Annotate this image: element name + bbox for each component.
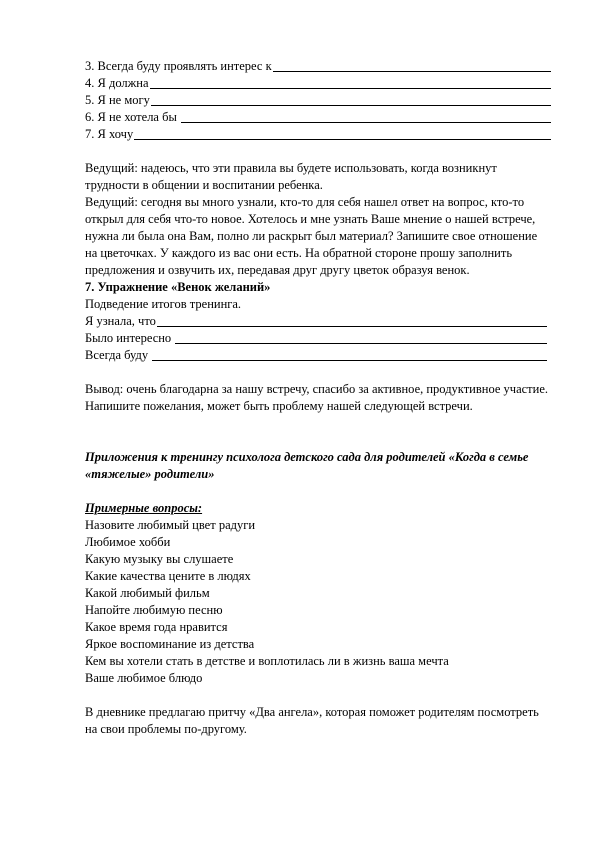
fill-line: [85, 330, 547, 347]
closing-paragraph: В дневнике предлагаю притчу «Два ангела», которая поможет родителям посмотреть на свои проблемы по-другому.: [85, 705, 539, 736]
fill-line-label: 4. Я должна: [85, 76, 149, 90]
question-item: Какой любимый фильм: [85, 586, 210, 600]
blank-line: [151, 105, 551, 106]
fill-line: [85, 58, 551, 75]
host-paragraph-1: Ведущий: надеюсь, что эти правила вы будете использовать, когда возникнут трудности в общении и воспитании ребенка.: [85, 161, 497, 192]
conclusion-paragraph: Вывод: очень благодарна за нашу встречу, спасибо за активное, продуктивное участие. Напишите пожелания, может быть проблему нашей следующей встречи.: [85, 382, 548, 413]
fill-line: [85, 313, 547, 330]
question-item: Кем вы хотели стать в детстве и воплотилась ли в жизнь ваша мечта: [85, 654, 449, 668]
question-item: Какие качества цените в людях: [85, 569, 251, 583]
blank-line: [150, 88, 551, 89]
question-item: Любимое хобби: [85, 535, 171, 549]
fill-line-label: Я узнала, что: [85, 314, 156, 328]
fill-line-label: Всегда буду: [85, 348, 152, 362]
fill-line: [85, 109, 551, 126]
fill-line-label: 3. Всегда буду проявлять интерес к: [85, 59, 272, 73]
question-item: Яркое воспоминание из детства: [85, 637, 255, 651]
question-item: Какое время года нравится: [85, 620, 228, 634]
fill-line-label: 6. Я не хотела бы: [85, 110, 180, 124]
blank-line: [181, 122, 551, 123]
exercise-title: 7. Упражнение «Венок желаний»: [85, 280, 271, 294]
fill-line: [85, 126, 551, 143]
blank-line: [152, 360, 547, 361]
summary-line: Подведение итогов тренинга.: [85, 297, 242, 311]
blank-line: [134, 139, 551, 140]
question-item: Какую музыку вы слушаете: [85, 552, 234, 566]
question-item: Ваше любимое блюдо: [85, 671, 203, 685]
document-body: [85, 58, 551, 738]
questions-title: Примерные вопросы:: [85, 501, 203, 515]
blank-line: [157, 326, 547, 327]
host-paragraph-2: Ведущий: сегодня вы много узнали, кто-то для себя нашел ответ на вопрос, кто-то открыл для себя что-то новое. Хотелось и мне узнать Ваше мнение о нашей встрече, нужна ли была она Вам, полно ли раскрыт был материал? Запишите свое отношение на цветочках. У каждого из вас они есть. На обратной стороне прошу заполнить предложения и озвучить их, передавая друг другу цветок образуя венок.: [85, 195, 538, 277]
appendix-title: Приложения к тренингу психолога детского сада для родителей «Когда в семье «тяжелые» родители»: [85, 450, 529, 481]
fill-line-label: 7. Я хочу: [85, 127, 134, 141]
question-item: Напойте любимую песню: [85, 603, 223, 617]
fill-line: [85, 75, 551, 92]
question-item: Назовите любимый цвет радуги: [85, 518, 256, 532]
fill-line-label: Было интересно: [85, 331, 175, 345]
fill-line: [85, 92, 551, 109]
blank-line: [175, 343, 547, 344]
fill-line-label: 5. Я не могу: [85, 93, 150, 107]
fill-line: [85, 347, 547, 364]
blank-line: [273, 71, 551, 72]
